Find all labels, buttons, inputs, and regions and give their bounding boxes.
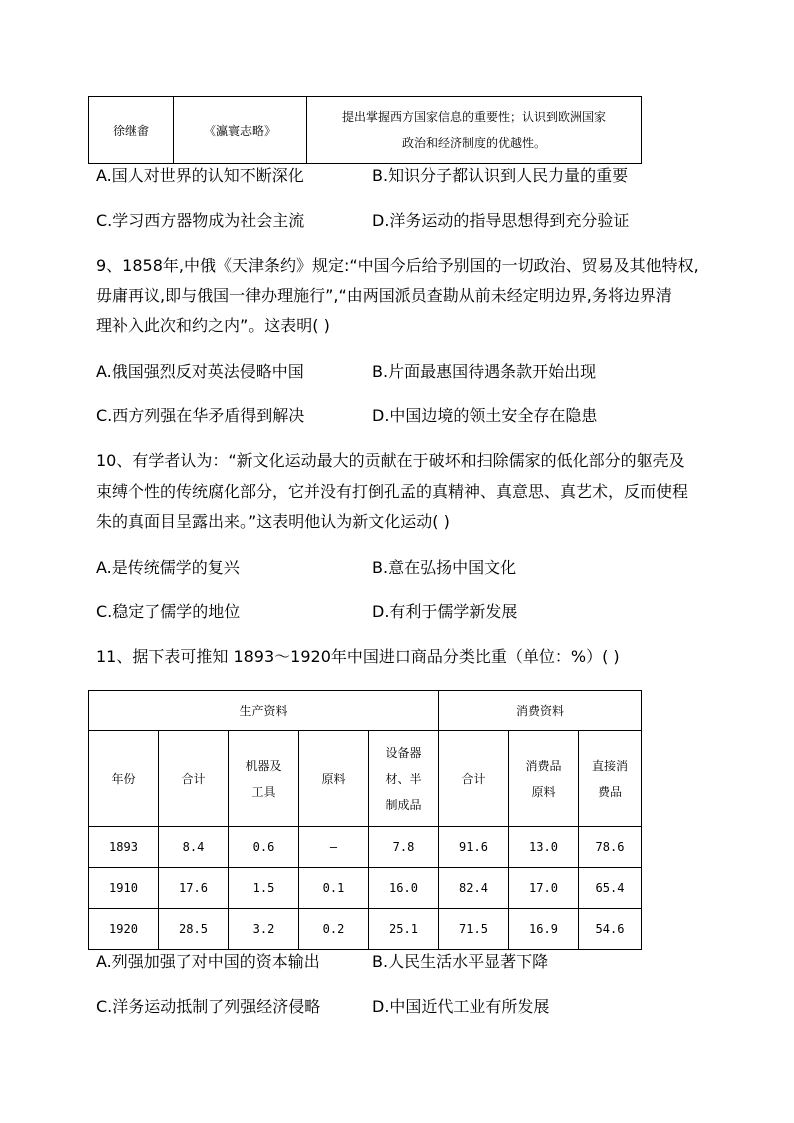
q9-stem-line2: 毋庸再议,即与俄国一律办理施行”,“由两国派员查勘从前未经定明边界,务将边界清 <box>96 286 672 305</box>
col-equipment-l2: 材、半 <box>385 771 422 786</box>
q11-option-c: C.洋务运动抵制了列强经济侵略 <box>96 997 321 1016</box>
table-cell: 1893 <box>89 827 159 868</box>
top-table-note <box>307 97 642 164</box>
table-cell: 17.0 <box>509 868 579 909</box>
q10-stem-line3: 朱的真面目呈露出来。”这表明他认为新文化运动( ) <box>96 512 450 531</box>
table-cell: 91.6 <box>439 827 509 868</box>
q11-option-a: A.列强加强了对中国的资本输出 <box>96 952 320 971</box>
table-cell: 28.5 <box>159 909 229 950</box>
table-cell: — <box>299 827 369 868</box>
q9-stem-line1: 9、1858年,中俄《天津条约》规定:“中国今后给予别国的一切政治、贸易及其他特权, <box>96 256 699 275</box>
col-equipment-l1: 设备器 <box>385 745 422 760</box>
col-equipment-l3: 制成品 <box>385 797 422 812</box>
q10-option-a: A.是传统儒学的复兴 <box>96 558 240 577</box>
table-cell: 17.6 <box>159 868 229 909</box>
col-year: 年份 <box>89 731 159 827</box>
col-machine-l1: 机器及 <box>245 758 282 773</box>
q10-stem-line1: 10、有学者认为：“新文化运动最大的贡献在于破坏和扫除儒家的低化部分的躯壳及 <box>96 451 685 470</box>
table-cell: 16.9 <box>509 909 579 950</box>
q9-option-c: C.西方列强在华矛盾得到解决 <box>96 406 305 425</box>
table-cell: 1910 <box>89 868 159 909</box>
group-consumption: 消费资料 <box>439 691 642 731</box>
table-cell: 0.6 <box>229 827 299 868</box>
q10-option-d: D.有利于儒学新发展 <box>372 602 518 621</box>
q8-option-d: D.洋务运动的指导思想得到充分验证 <box>372 211 630 230</box>
table-row <box>89 909 642 950</box>
table-row <box>89 868 642 909</box>
table-cell: 7.8 <box>369 827 439 868</box>
table-cell: 65.4 <box>579 868 642 909</box>
col-raw: 原料 <box>299 731 369 827</box>
q9-option-d: D.中国边境的领土安全存在隐患 <box>372 406 598 425</box>
top-table-note-line1: 提出掌握西方国家信息的重要性；认识到欧洲国家 <box>341 110 606 124</box>
table-cell: 8.4 <box>159 827 229 868</box>
table-cell: 71.5 <box>439 909 509 950</box>
q11-option-b: B.人民生活水平显著下降 <box>372 952 549 971</box>
table-row <box>89 827 642 868</box>
col-consumer-raw-l2: 原料 <box>531 784 556 799</box>
top-table <box>88 96 642 164</box>
q8-option-c: C.学习西方器物成为社会主流 <box>96 211 305 230</box>
table-cell: 1920 <box>89 909 159 950</box>
import-table <box>88 690 642 950</box>
table-cell: 82.4 <box>439 868 509 909</box>
col-consumer-raw <box>509 731 579 827</box>
col-machine-l2: 工具 <box>251 784 276 799</box>
table-cell: 54.6 <box>579 909 642 950</box>
table-cell: 0.1 <box>299 868 369 909</box>
q9-option-b: B.片面最惠国待遇条款开始出现 <box>372 362 597 381</box>
table-cell: 25.1 <box>369 909 439 950</box>
top-table-person: 徐继畬 <box>89 97 174 164</box>
table-cell: 13.0 <box>509 827 579 868</box>
q11-stem: 11、据下表可推知 1893～1920年中国进口商品分类比重（单位：%）( ) <box>96 647 620 666</box>
table-cell: 78.6 <box>579 827 642 868</box>
q9-stem-line3: 理补入此次和约之内”。这表明( ) <box>96 316 330 335</box>
q10-option-c: C.稳定了儒学的地位 <box>96 602 241 621</box>
table-cell: 0.2 <box>299 909 369 950</box>
q10-stem-line2: 束缚个性的传统腐化部分，它并没有打倒孔孟的真精神、真意思、真艺术，反而使程 <box>96 482 689 501</box>
col-total-consumption: 合计 <box>439 731 509 827</box>
q8-option-a: A.国人对世界的认知不断深化 <box>96 166 304 185</box>
col-equipment <box>369 731 439 827</box>
top-table-note-line2: 政治和经济制度的优越性。 <box>401 136 546 150</box>
table-cell: 16.0 <box>369 868 439 909</box>
table-cell: 3.2 <box>229 909 299 950</box>
col-direct-consumer-l1: 直接消 <box>591 758 628 773</box>
top-table-book: 《瀛寰志略》 <box>174 97 307 164</box>
q11-option-d: D.中国近代工业有所发展 <box>372 997 550 1016</box>
col-total-production: 合计 <box>159 731 229 827</box>
q8-option-b: B.知识分子都认识到人民力量的重要 <box>372 166 629 185</box>
col-consumer-raw-l1: 消费品 <box>525 758 562 773</box>
q9-option-a: A.俄国强烈反对英法侵略中国 <box>96 362 304 381</box>
col-direct-consumer <box>579 731 642 827</box>
col-machine <box>229 731 299 827</box>
group-production: 生产资料 <box>89 691 439 731</box>
q10-option-b: B.意在弘扬中国文化 <box>372 558 517 577</box>
table-cell: 1.5 <box>229 868 299 909</box>
col-direct-consumer-l2: 费品 <box>597 784 622 799</box>
